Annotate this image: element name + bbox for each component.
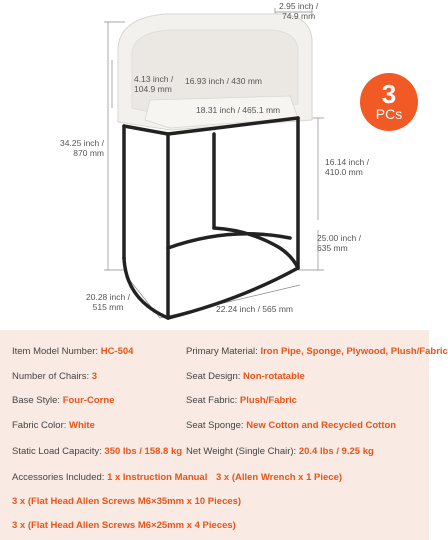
metal-frame xyxy=(124,118,298,318)
spec-design-label: Seat Design: xyxy=(186,371,241,382)
spec-sponge-value: New Cotton and Recycled Cotton xyxy=(246,420,397,431)
dim-seat-height xyxy=(317,233,361,253)
quantity-badge xyxy=(360,73,418,131)
spec-screws-short xyxy=(12,520,236,532)
spec-design-value: Non-rotatable xyxy=(243,371,305,382)
spec-load xyxy=(12,446,182,458)
spec-color xyxy=(12,420,95,432)
spec-weight-label: Net Weight (Single Chair): xyxy=(186,446,297,457)
dim-seat-to-rest-mm: 410.0 mm xyxy=(325,167,363,177)
dim-depth-inch: 20.28 inch / xyxy=(86,292,130,302)
spec-screws-long-value: 3 x (Flat Head Allen Screws M6×35mm x 10 Pieces) xyxy=(12,496,242,507)
dim-seat-width: 18.31 inch / 465.1 mm xyxy=(196,105,281,115)
spec-accessories xyxy=(12,472,342,484)
spec-accessories-label: Accessories Included: xyxy=(12,472,105,483)
spec-seat-fabric xyxy=(186,395,297,407)
spec-model xyxy=(12,346,133,358)
dim-seat-to-rest-inch: 16.14 inch / xyxy=(325,157,369,167)
spec-load-label: Static Load Capacity: xyxy=(12,446,102,457)
dim-depth-mm: 515 mm xyxy=(92,302,124,312)
dim-depth xyxy=(86,292,130,312)
spec-seat-fabric-label: Seat Fabric: xyxy=(186,395,238,406)
spec-screws-long xyxy=(12,496,241,508)
spec-weight xyxy=(186,446,374,458)
spec-chairs-value: 3 xyxy=(91,371,98,382)
spec-color-value: White xyxy=(69,420,95,431)
spec-model-label: Item Model Number: xyxy=(12,346,99,357)
dim-width: 22.24 inch / 565 mm xyxy=(216,304,294,314)
dim-seat-to-rest xyxy=(325,157,369,177)
spec-chairs xyxy=(12,371,97,383)
dim-total-height-mm: 870 mm xyxy=(73,148,104,158)
spec-base-value: Four-Corne xyxy=(62,395,115,406)
dim-arm-height-inch: 4.13 inch / xyxy=(134,74,174,84)
dim-arm-thickness-inch: 2.95 inch / xyxy=(279,1,319,11)
spec-weight-value: 20.4 lbs / 9.25 kg xyxy=(298,446,374,457)
spec-design xyxy=(186,371,305,383)
dim-total-height-inch: 34.25 inch / xyxy=(60,138,104,148)
badge-count: 3 xyxy=(381,79,397,109)
spec-accessories-manual: 1 x Instruction Manual xyxy=(107,472,208,483)
spec-sponge xyxy=(186,420,396,432)
dim-seat-height-inch: 25.00 inch / xyxy=(317,233,361,243)
badge-unit: PCs xyxy=(375,106,403,122)
specifications-panel xyxy=(0,330,448,540)
dim-total-height xyxy=(37,138,104,158)
spec-seat-fabric-value: Plush/Fabric xyxy=(239,395,297,406)
dim-seat-inner-width: 16.93 inch / 430 mm xyxy=(185,76,263,86)
dim-arm-thickness-mm: 74.9 mm xyxy=(282,11,316,21)
spec-sponge-label: Seat Sponge: xyxy=(186,420,244,431)
spec-screws-short-value: 3 x (Flat Head Allen Screws M6×25mm x 4 Pieces) xyxy=(12,520,236,531)
spec-load-value: 350 lbs / 158.8 kg xyxy=(104,446,183,457)
dim-seat-height-mm: 635 mm xyxy=(317,243,348,253)
spec-color-label: Fabric Color: xyxy=(12,420,67,431)
spec-material-label: Primary Material: xyxy=(186,346,258,357)
spec-accessories-wrench: 3 x (Allen Wrench x 1 Piece) xyxy=(216,472,343,483)
dim-arm-thickness xyxy=(279,1,318,21)
spec-material xyxy=(186,346,448,358)
dim-arm-height xyxy=(134,74,173,94)
spec-chairs-label: Number of Chairs: xyxy=(12,371,90,382)
spec-model-value: HC-504 xyxy=(100,346,134,357)
dim-arm-height-mm: 104.9 mm xyxy=(134,84,172,94)
spec-base-label: Base Style: xyxy=(12,395,61,406)
spec-base xyxy=(12,395,114,407)
spec-material-value: Iron Pipe, Sponge, Plywood, Plush/Fabric xyxy=(260,346,448,357)
